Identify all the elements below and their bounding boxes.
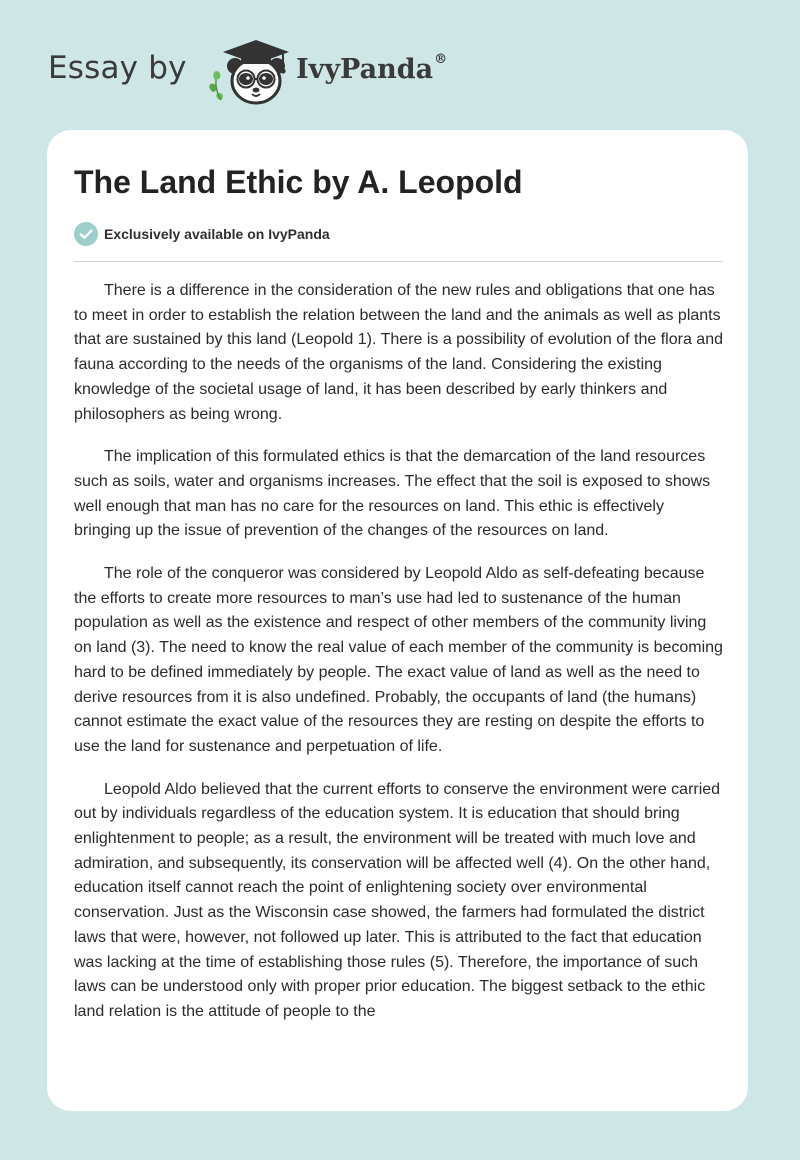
essay-paragraph: Leopold Aldo believed that the current efforts to conserve the environment were carried out by individuals regardless of the education system. It is education that should bring enlightenment to people; as a result, the environment will be treated with much love and admiration, and subsequently, its conservation will be affected well (4). On the other hand, education itself cannot reach the point of enlightening society over environmental conservation. Just as the Wisconsin case showed, the farmers had formulated the district laws that were, however, not followed up later. This is attributed to the fact that education was lacking at the time of establishing those rules (5). Therefore, the importance of such laws can be understood only with proper prior education. The biggest setback to the ethic land relation is the attitude of people to the: [74, 780, 721, 1020]
panda-graduate-logo-icon: [203, 36, 293, 108]
brand-name: [296, 54, 447, 85]
essay-paragraph: There is a difference in the consideration of the new rules and obligations that one has to meet in order to establish the relation between the land and the animals as well as plants that are sustained by this land (Leopold 1). There is a possibility of evolution of the flora and fauna according to the needs of the organisms of the land. Considering the existing knowledge of the societal usage of land, it has been described by early thinkers and philosophers as being wrong.: [74, 282, 723, 423]
exclusive-badge-label: Exclusively available on IvyPanda: [104, 226, 330, 242]
site-header: [48, 36, 508, 106]
essay-body: [74, 279, 723, 1043]
check-circle-icon: [74, 222, 98, 246]
registered-mark: ®: [434, 52, 448, 67]
essay-paragraph: The role of the conqueror was considered by Leopold Aldo as self-defeating because the efforts to create more resources to man’s use had led to sustenance of the human population as well as the existence and respect of other members of the community living on land (3). The need to know the real value of each member of the community is becoming hard to be defined immediately by people. The exact value of land as well as the need to derive resources from it is also undefined. Probably, the occupants of land (the humans) cannot estimate the exact value of the resources they are resting on despite the efforts to use the land for sustenance and perpetuation of life.: [74, 565, 723, 755]
page-title: The Land Ethic by A. Leopold: [74, 164, 523, 200]
brand-text: IvyPanda: [296, 54, 434, 85]
essay-paragraph: The implication of this formulated ethics is that the demarcation of the land resources such as soils, water and organisms increases. The effect that the soil is exposed to shows well enough that man has no care for the resources on land. This ethic is effectively bringing up the issue of prevention of the changes of the resources on land.: [74, 448, 711, 540]
essay-by-label: Essay by: [48, 50, 187, 86]
title-divider: [74, 261, 723, 262]
essay-card: [47, 130, 748, 1111]
exclusive-badge: [74, 222, 330, 246]
